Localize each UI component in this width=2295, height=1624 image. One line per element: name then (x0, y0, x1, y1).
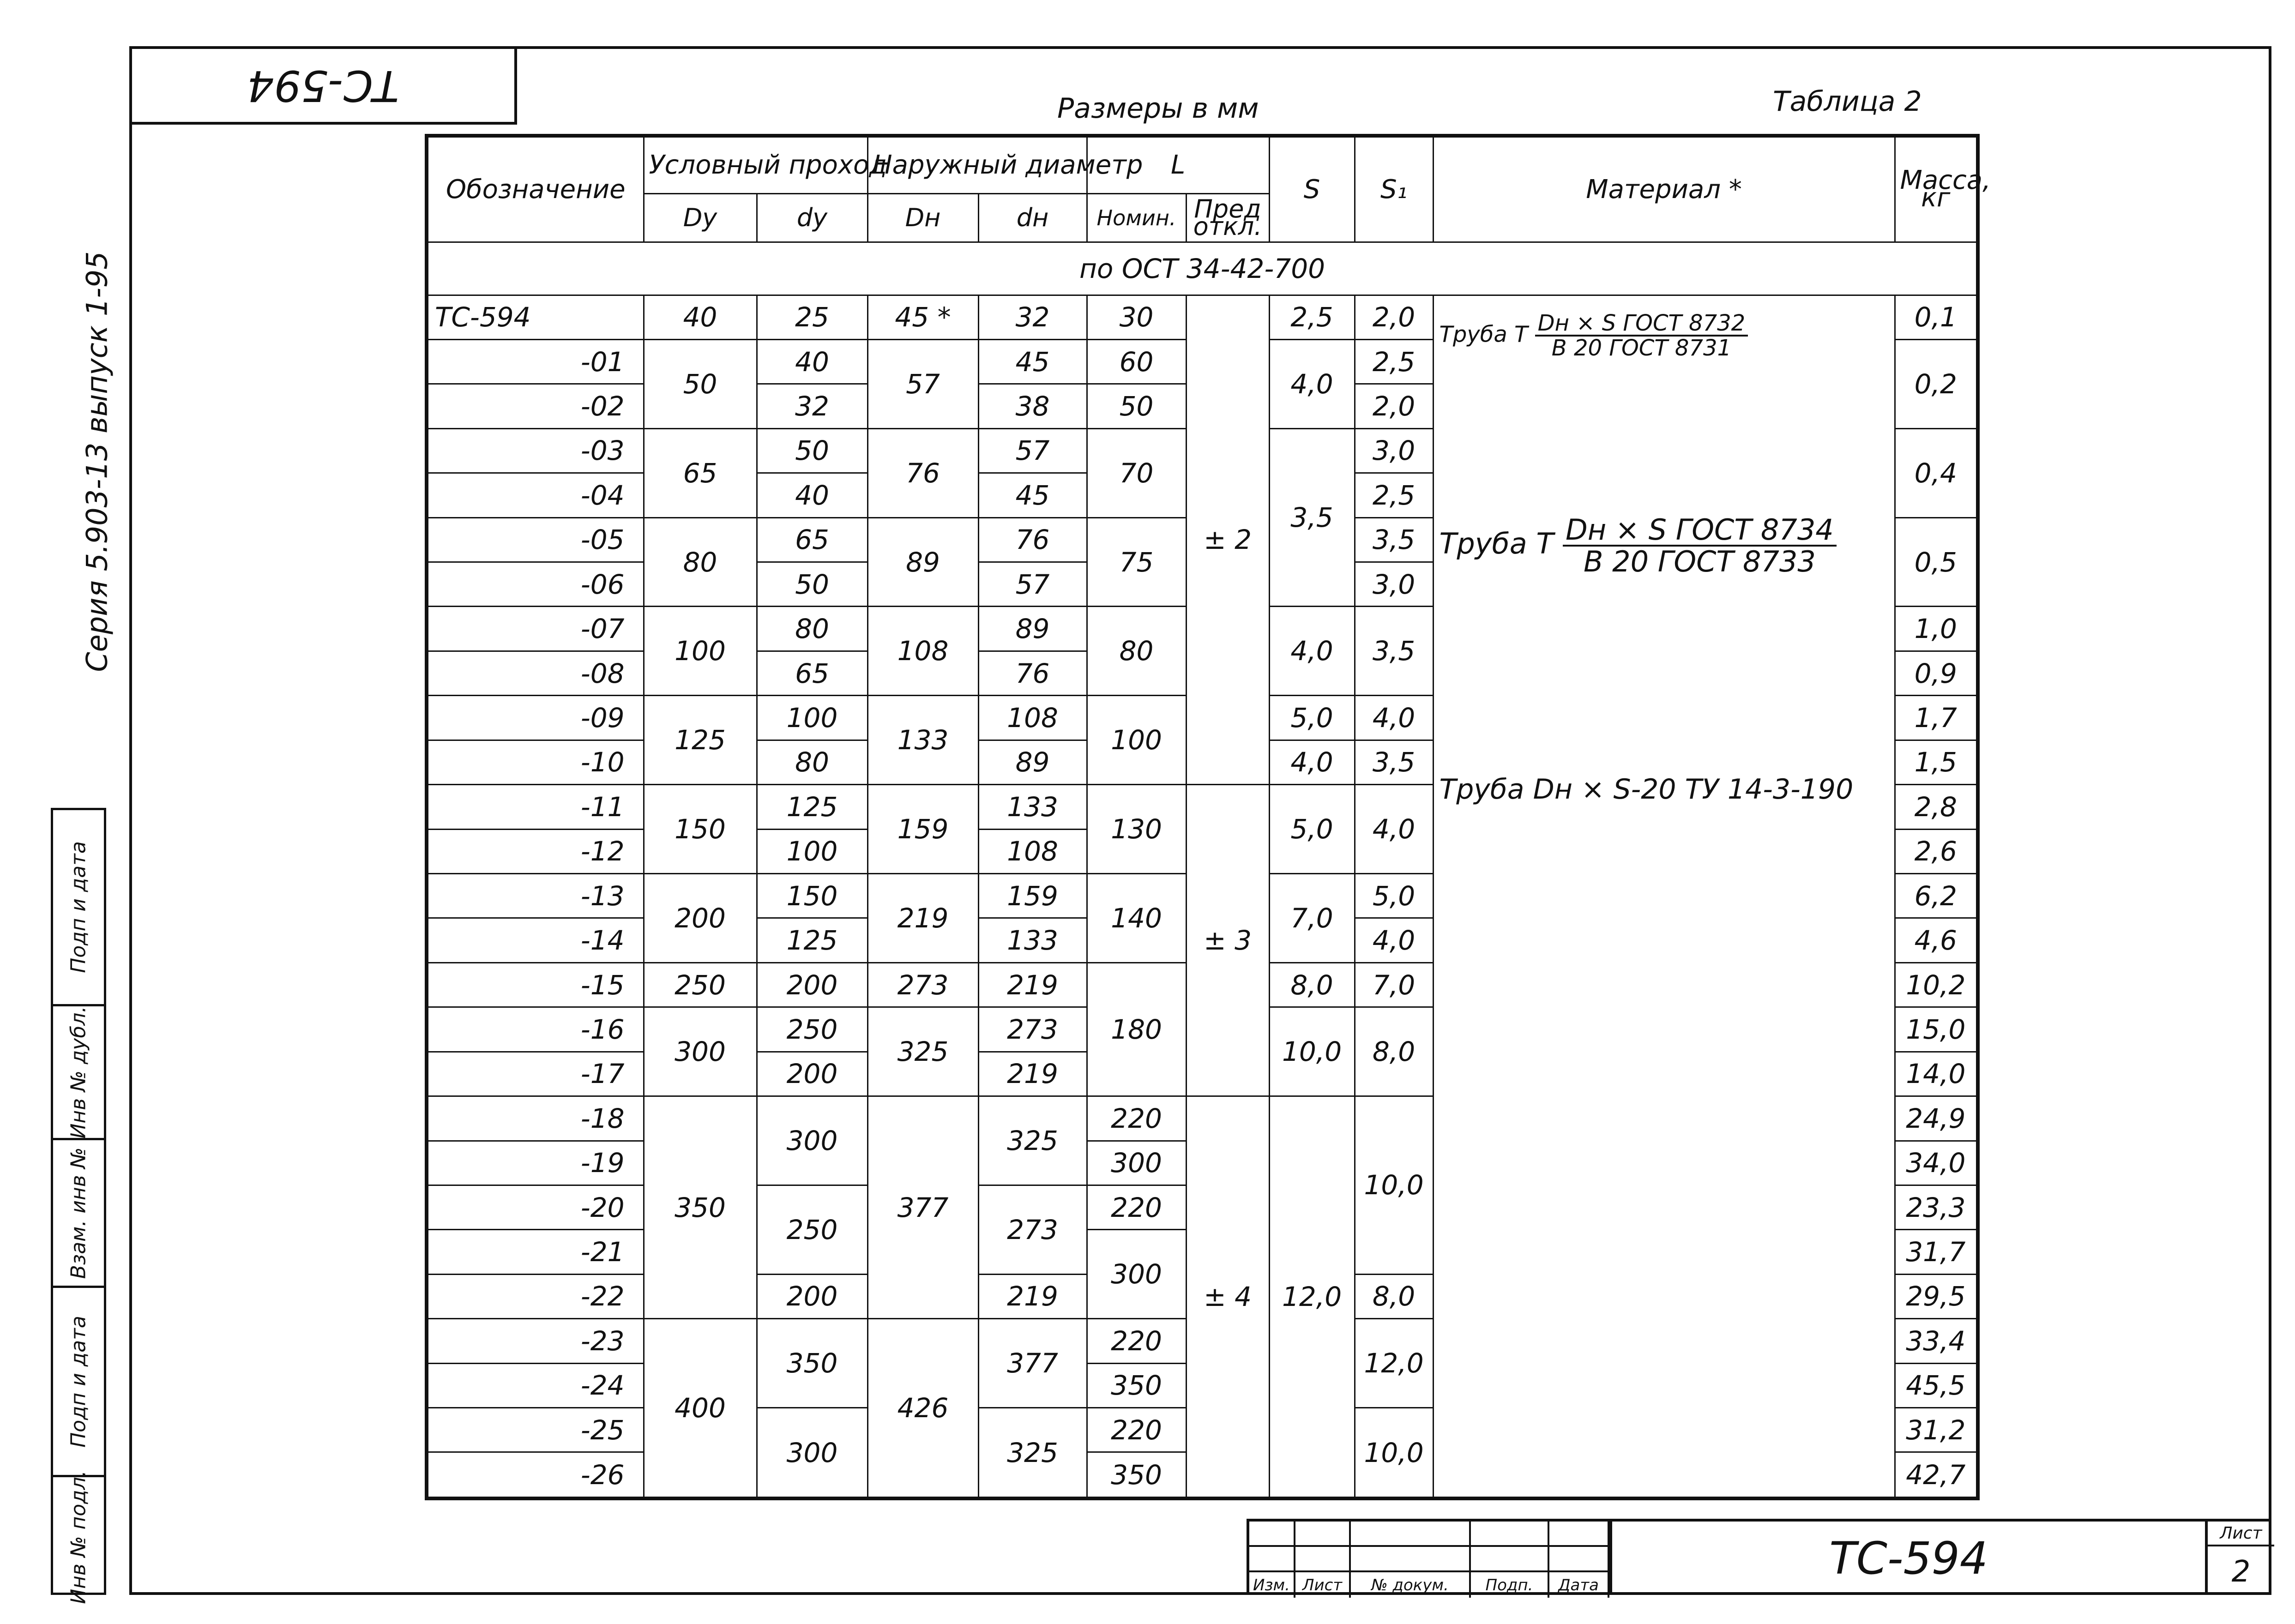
cell-dy: 300 (757, 1096, 867, 1185)
header-material: Материал * (1433, 136, 1895, 242)
cell-dy: 100 (757, 829, 867, 873)
cell-S1: 3,0 (1355, 562, 1433, 607)
label-date: Дата (1549, 1572, 1609, 1598)
cell-S1: 8,0 (1355, 1007, 1433, 1096)
header-dy: dу (757, 193, 867, 242)
row-designation: ТС-594 (427, 295, 644, 339)
cell-S1: 4,0 (1355, 696, 1433, 740)
cell-Dn: 159 (867, 785, 978, 874)
cell-L: 80 (1087, 607, 1186, 696)
cell-mass: 23,3 (1895, 1185, 1978, 1229)
revision-cell (1295, 1547, 1351, 1572)
cell-S: 10,0 (1269, 1007, 1355, 1096)
cell-S: 7,0 (1269, 873, 1355, 962)
cell-S: 4,0 (1269, 339, 1355, 428)
cell-S1: 2,0 (1355, 295, 1433, 339)
row-designation: -20 (427, 1185, 644, 1229)
cell-S: 4,0 (1269, 607, 1355, 696)
cell-Dy: 100 (644, 607, 757, 696)
side-cell: Взам. инв № (53, 1138, 104, 1286)
cell-Dy: 80 (644, 517, 757, 607)
revision-cell (1471, 1547, 1549, 1572)
cell-Dy: 300 (644, 1007, 757, 1096)
cell-tolerance: ± 2 (1186, 295, 1269, 785)
cell-Dy: 65 (644, 428, 757, 517)
cell-S1: 10,0 (1355, 1408, 1433, 1498)
cell-dn: 76 (978, 517, 1087, 562)
cell-Dn: 426 (867, 1319, 978, 1498)
header-outer-diameter: Наружный диаметр (867, 136, 1087, 193)
row-designation: -01 (427, 339, 644, 384)
cell-dn: 32 (978, 295, 1087, 339)
side-cell: Инв № дубл. (53, 1004, 104, 1138)
cell-mass: 1,0 (1895, 607, 1978, 651)
row-designation: -06 (427, 562, 644, 607)
cell-L: 300 (1087, 1141, 1186, 1185)
sheet-label: Лист (2208, 1522, 2274, 1546)
table-label: Таблица 2 (1773, 85, 1922, 118)
cell-Dn: 133 (867, 696, 978, 785)
row-designation: -21 (427, 1230, 644, 1274)
revision-cell (1471, 1522, 1549, 1547)
specification-table (425, 134, 1991, 1500)
cell-mass: 42,7 (1895, 1452, 1978, 1498)
cell-S1: 8,0 (1355, 1274, 1433, 1318)
row-designation: -17 (427, 1052, 644, 1096)
cell-S: 2,5 (1269, 295, 1355, 339)
cell-dn: 219 (978, 1274, 1087, 1318)
row-designation: -16 (427, 1007, 644, 1052)
cell-L: 100 (1087, 696, 1186, 785)
sheet-number: 2 (2231, 1555, 2251, 1589)
cell-Dy: 250 (644, 962, 757, 1007)
row-designation: -09 (427, 696, 644, 740)
label-signature: Подп. (1471, 1572, 1549, 1598)
header-dn: dн (978, 193, 1087, 242)
row-designation: -04 (427, 473, 644, 517)
cell-S: 4,0 (1269, 740, 1355, 784)
cell-dn: 57 (978, 428, 1087, 473)
row-designation: -11 (427, 785, 644, 829)
side-cell: Инв № подл. (53, 1475, 104, 1597)
cell-S1: 3,5 (1355, 517, 1433, 562)
cell-dn: 377 (978, 1319, 1087, 1408)
cell-L: 70 (1087, 428, 1186, 517)
cell-dy: 200 (757, 1052, 867, 1096)
cell-mass: 0,1 (1895, 295, 1978, 339)
cell-dn: 108 (978, 829, 1087, 873)
cell-Dn: 377 (867, 1096, 978, 1319)
cell-dy: 80 (757, 607, 867, 651)
cell-mass: 29,5 (1895, 1274, 1978, 1318)
cell-Dn: 89 (867, 517, 978, 607)
cell-dy: 50 (757, 562, 867, 607)
cell-S1: 4,0 (1355, 785, 1433, 874)
row-designation: -23 (427, 1319, 644, 1363)
cell-Dn: 57 (867, 339, 978, 428)
row-designation: -03 (427, 428, 644, 473)
row-designation: -12 (427, 829, 644, 873)
cell-S1: 5,0 (1355, 873, 1433, 918)
cell-mass: 0,2 (1895, 339, 1978, 428)
header-S: S (1269, 136, 1355, 242)
cell-Dy: 350 (644, 1096, 757, 1319)
material-column (1433, 295, 1895, 1498)
cell-mass: 15,0 (1895, 1007, 1978, 1052)
cell-Dn: 76 (867, 428, 978, 517)
header-Dn: Dн (867, 193, 978, 242)
cell-dn: 273 (978, 1007, 1087, 1052)
cell-dn: 76 (978, 651, 1087, 695)
cell-dy: 150 (757, 873, 867, 918)
cell-dy: 200 (757, 1274, 867, 1318)
cell-Dn: 219 (867, 873, 978, 962)
cell-S1: 2,5 (1355, 473, 1433, 517)
cell-S1: 2,0 (1355, 384, 1433, 428)
cell-dy: 125 (757, 785, 867, 829)
cell-Dy: 40 (644, 295, 757, 339)
cell-dn: 325 (978, 1096, 1087, 1185)
cell-mass: 0,9 (1895, 651, 1978, 695)
label-document: № докум. (1351, 1572, 1471, 1598)
row-designation: -24 (427, 1363, 644, 1407)
cell-mass: 2,8 (1895, 785, 1978, 829)
row-designation: -25 (427, 1408, 644, 1452)
cell-dy: 40 (757, 473, 867, 517)
row-designation: -07 (427, 607, 644, 651)
cell-L: 300 (1087, 1230, 1186, 1319)
cell-Dy: 400 (644, 1319, 757, 1498)
cell-mass: 0,5 (1895, 517, 1978, 607)
cell-Dy: 125 (644, 696, 757, 785)
title-block (1247, 1519, 2271, 1595)
row-designation: -19 (427, 1141, 644, 1185)
cell-Dn: 273 (867, 962, 978, 1007)
cell-S: 5,0 (1269, 785, 1355, 874)
material-3: Труба Dн × S-20 ТУ 14-3-190 (1439, 773, 1854, 806)
cell-Dn: 108 (867, 607, 978, 696)
cell-dn: 133 (978, 785, 1087, 829)
header-designation: Обозначение (427, 136, 644, 242)
cell-S1: 12,0 (1355, 1319, 1433, 1408)
section-title: по ОСТ 34-42-700 (427, 242, 1978, 295)
cell-dy: 25 (757, 295, 867, 339)
cell-dn: 133 (978, 918, 1087, 962)
header-L: L (1087, 136, 1269, 193)
cell-L: 130 (1087, 785, 1186, 874)
cell-dy: 350 (757, 1319, 867, 1408)
revision-cell (1549, 1522, 1609, 1547)
cell-mass: 4,6 (1895, 918, 1978, 962)
side-cell: Подп и дата (66, 841, 90, 973)
cell-mass: 24,9 (1895, 1096, 1978, 1141)
cell-tolerance: ± 3 (1186, 785, 1269, 1096)
cell-dn: 273 (978, 1185, 1087, 1274)
row-designation: -26 (427, 1452, 644, 1498)
cell-S: 5,0 (1269, 696, 1355, 740)
cell-L: 350 (1087, 1363, 1186, 1407)
cell-mass: 2,6 (1895, 829, 1978, 873)
cell-S1: 3,5 (1355, 740, 1433, 784)
row-designation: -05 (427, 517, 644, 562)
cell-L: 220 (1087, 1408, 1186, 1452)
cell-dy: 100 (757, 696, 867, 740)
cell-S1: 3,0 (1355, 428, 1433, 473)
cell-dn: 45 (978, 473, 1087, 517)
material-2: Труба Т $\frac{\text{Dн × S ГОСТ 8734}}{\text{В 20 ГОСТ 8733}}$ (1440, 515, 1837, 577)
cell-tolerance: ± 4 (1186, 1096, 1269, 1498)
cell-dn: 108 (978, 696, 1087, 740)
cell-L: 30 (1087, 295, 1186, 339)
label-sheet: Лист (1295, 1572, 1351, 1598)
cell-S: 3,5 (1269, 428, 1355, 607)
top-stamp (129, 46, 517, 125)
side-strip (51, 808, 106, 1604)
sheet-box (2205, 1522, 2274, 1595)
header-tolerance: Пред откл. (1186, 193, 1269, 242)
cell-dy: 50 (757, 428, 867, 473)
cell-mass: 1,7 (1895, 696, 1978, 740)
cell-L: 220 (1087, 1096, 1186, 1141)
cell-dn: 219 (978, 962, 1087, 1007)
cell-mass: 1,5 (1895, 740, 1978, 784)
cell-Dn: 45 * (867, 295, 978, 339)
cell-S1: 2,5 (1355, 339, 1433, 384)
cell-S: 12,0 (1269, 1096, 1355, 1498)
cell-L: 180 (1087, 962, 1186, 1096)
row-designation: -15 (427, 962, 644, 1007)
cell-dn: 219 (978, 1052, 1087, 1096)
cell-L: 50 (1087, 384, 1186, 428)
revision-grid (1249, 1522, 1609, 1595)
label-change: Изм. (1249, 1572, 1295, 1598)
cell-mass: 6,2 (1895, 873, 1978, 918)
cell-mass: 33,4 (1895, 1319, 1978, 1363)
cell-L: 220 (1087, 1185, 1186, 1229)
cell-dn: 38 (978, 384, 1087, 428)
revision-cell (1351, 1522, 1471, 1547)
cell-mass: 31,2 (1895, 1408, 1978, 1452)
cell-mass: 31,7 (1895, 1230, 1978, 1274)
series-label: Серия 5.903-13 выпуск 1-95 (80, 251, 114, 672)
cell-mass: 10,2 (1895, 962, 1978, 1007)
row-designation: -14 (427, 918, 644, 962)
header-mass: Масса, кг (1895, 136, 1978, 242)
row-designation: -18 (427, 1096, 644, 1141)
cell-mass: 45,5 (1895, 1363, 1978, 1407)
cell-L: 140 (1087, 873, 1186, 962)
cell-dy: 300 (757, 1408, 867, 1498)
top-stamp-code: ТС-594 (247, 60, 399, 110)
cell-Dy: 150 (644, 785, 757, 874)
revision-cell (1549, 1547, 1609, 1572)
row-designation: -10 (427, 740, 644, 784)
cell-S1: 3,5 (1355, 607, 1433, 696)
dimensions-note: Размеры в мм (1057, 92, 1259, 125)
cell-S1: 10,0 (1355, 1096, 1433, 1275)
cell-dy: 32 (757, 384, 867, 428)
cell-mass: 14,0 (1895, 1052, 1978, 1096)
revision-cell (1249, 1547, 1295, 1572)
cell-Dy: 50 (644, 339, 757, 428)
cell-dn: 325 (978, 1408, 1087, 1498)
header-Dy: Dу (644, 193, 757, 242)
cell-dy: 65 (757, 651, 867, 695)
cell-L: 60 (1087, 339, 1186, 384)
cell-Dy: 200 (644, 873, 757, 962)
cell-dy: 250 (757, 1007, 867, 1052)
revision-cell (1249, 1522, 1295, 1547)
cell-dy: 65 (757, 517, 867, 562)
row-designation: -22 (427, 1274, 644, 1318)
row-designation: -08 (427, 651, 644, 695)
cell-dn: 89 (978, 607, 1087, 651)
cell-dy: 200 (757, 962, 867, 1007)
cell-dn: 159 (978, 873, 1087, 918)
side-cell: Подп и дата (53, 1286, 104, 1475)
header-S1: S₁ (1355, 136, 1433, 242)
cell-dn: 89 (978, 740, 1087, 784)
header-nominal-bore: Условный проход (644, 136, 867, 193)
cell-dy: 80 (757, 740, 867, 784)
cell-S: 8,0 (1269, 962, 1355, 1007)
cell-L: 220 (1087, 1319, 1186, 1363)
cell-dn: 45 (978, 339, 1087, 384)
cell-dn: 57 (978, 562, 1087, 607)
cell-dy: 40 (757, 339, 867, 384)
material-1: Труба Т $\frac{\text{Dн × S ГОСТ 8732}}{\text{В 20 ГОСТ 8731}}$ (1440, 312, 1748, 360)
row-designation: -13 (427, 873, 644, 918)
row-designation: -02 (427, 384, 644, 428)
cell-Dn: 325 (867, 1007, 978, 1096)
revision-cell (1351, 1547, 1471, 1572)
drawing-code: ТС-594 (1609, 1522, 2205, 1595)
cell-S1: 7,0 (1355, 962, 1433, 1007)
cell-L: 75 (1087, 517, 1186, 607)
cell-dy: 250 (757, 1185, 867, 1274)
cell-S1: 4,0 (1355, 918, 1433, 962)
revision-cell (1295, 1522, 1351, 1547)
cell-mass: 34,0 (1895, 1141, 1978, 1185)
cell-mass: 0,4 (1895, 428, 1978, 517)
cell-dy: 125 (757, 918, 867, 962)
header-nominal: Номин. (1087, 193, 1186, 242)
cell-L: 350 (1087, 1452, 1186, 1498)
